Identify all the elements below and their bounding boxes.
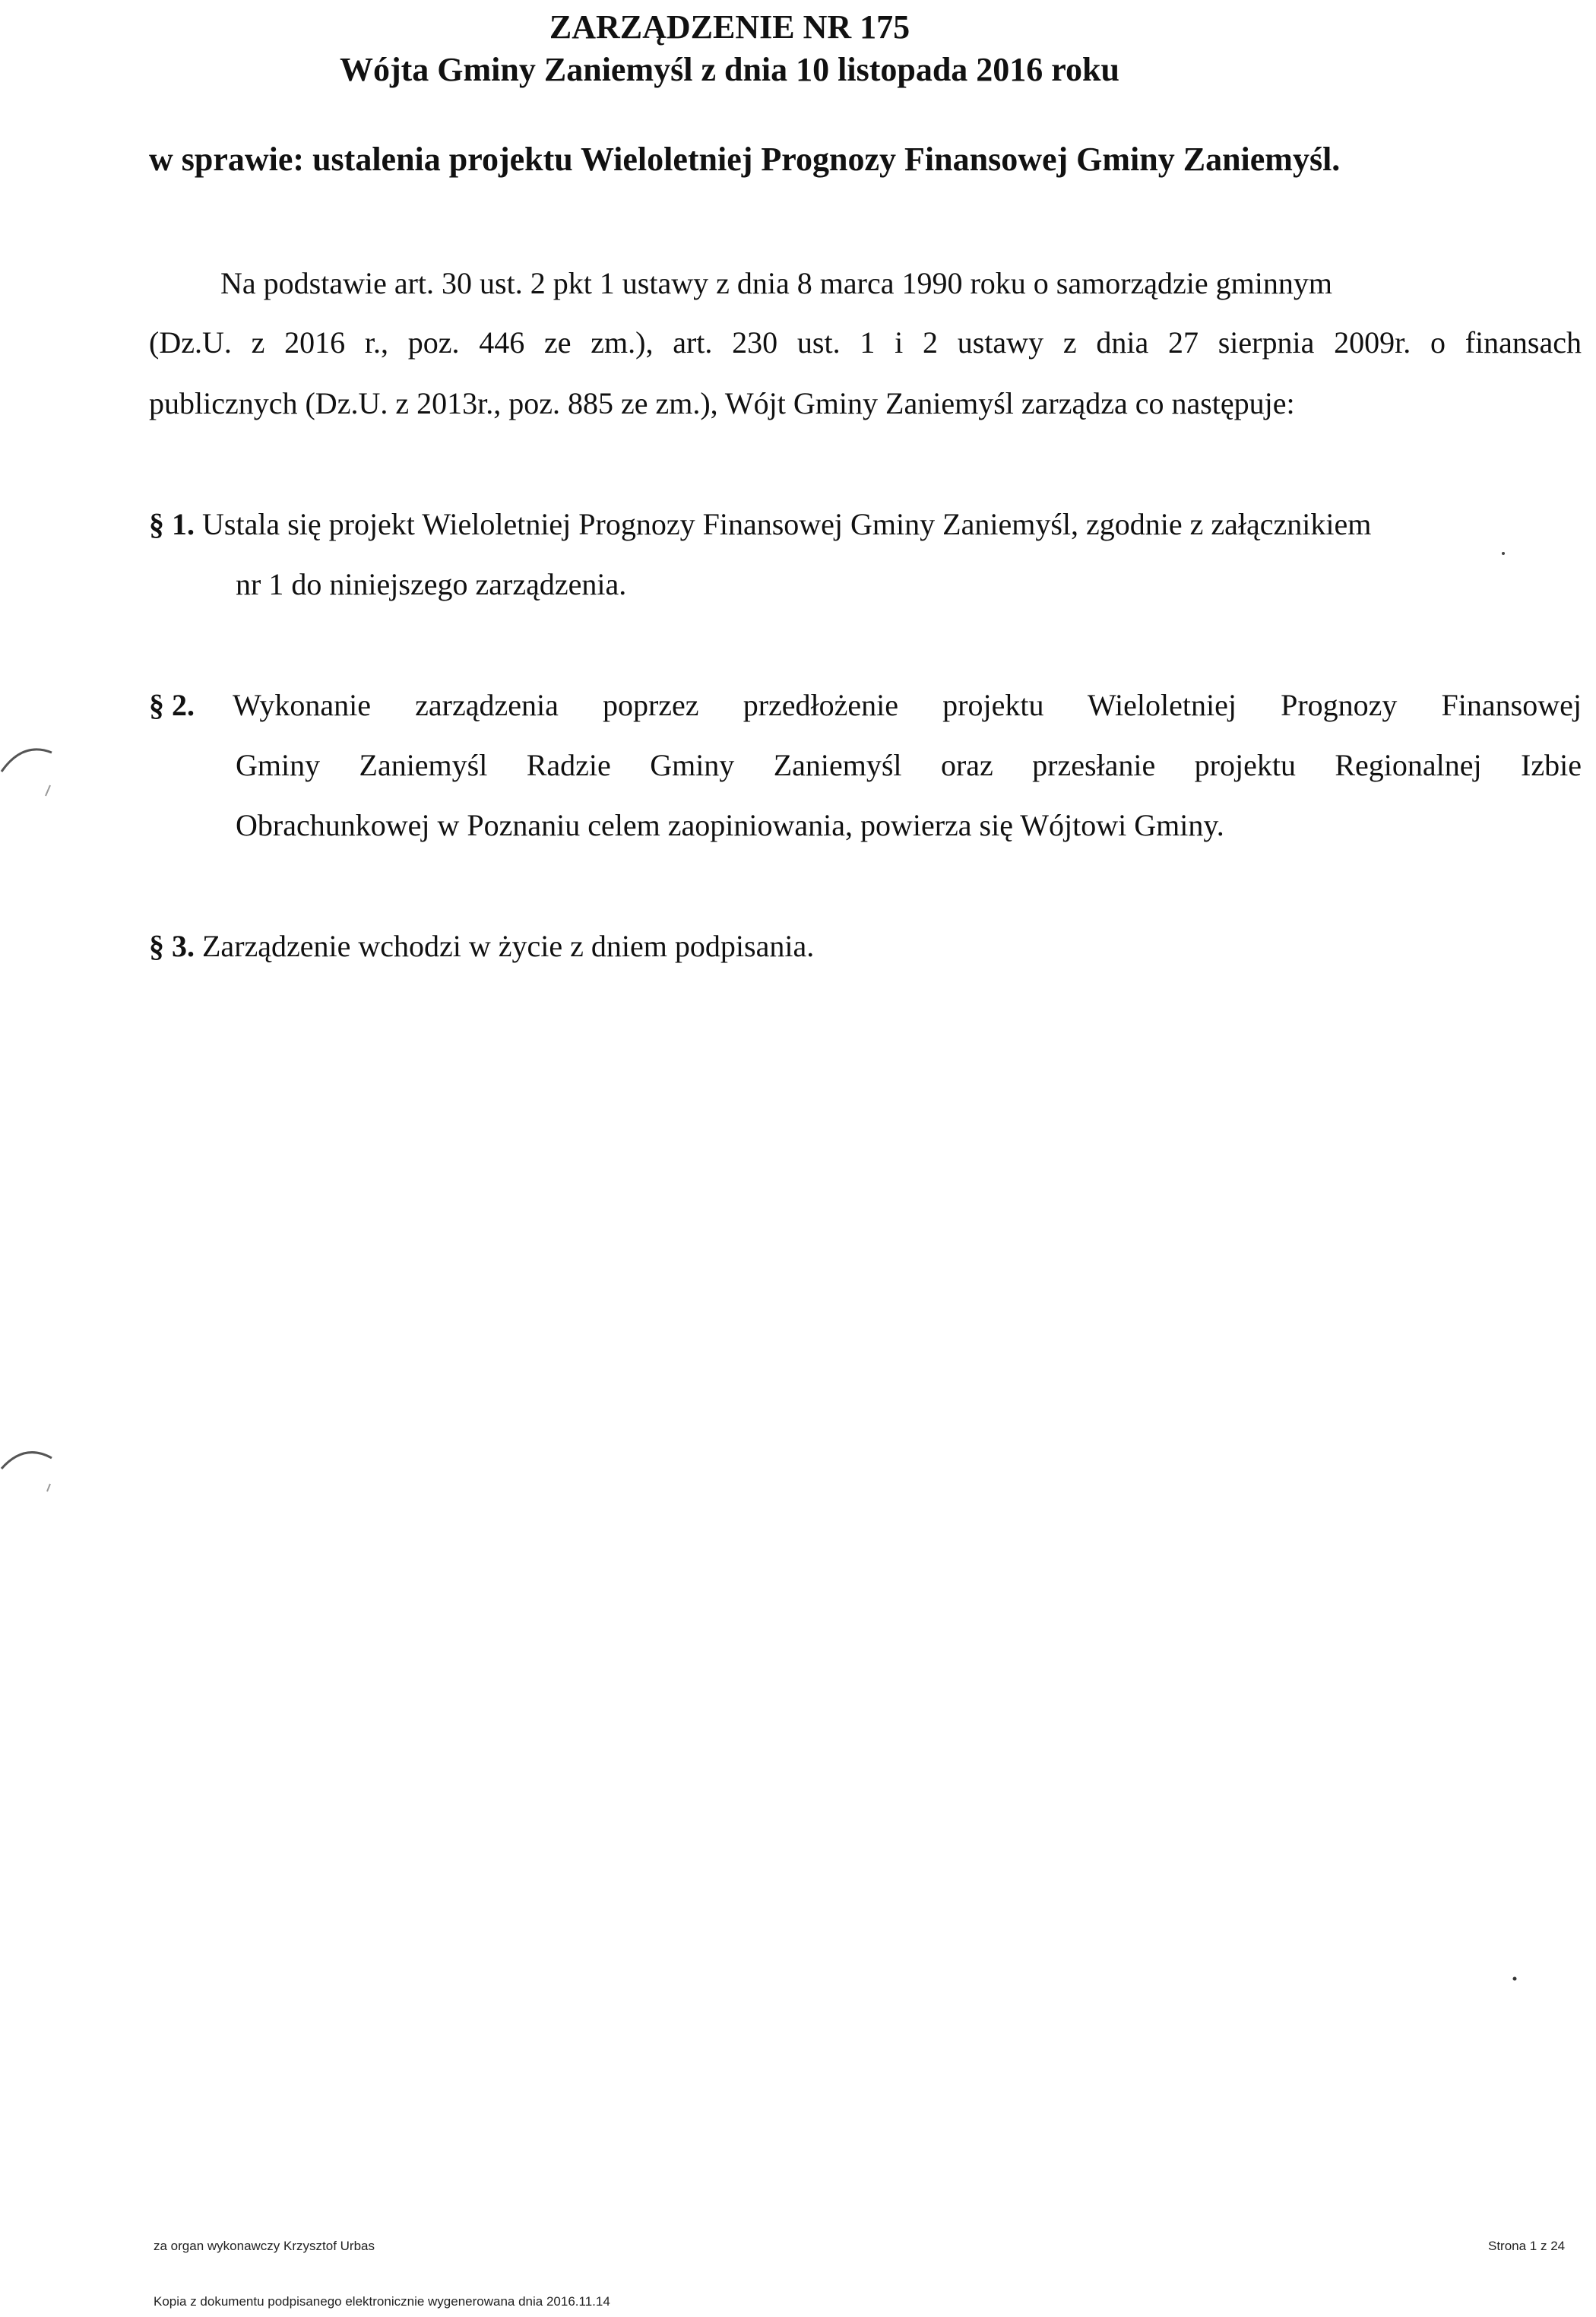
section-1-line-2: nr 1 do niniejszego zarządzenia. xyxy=(236,567,627,601)
section-2-label: § 2. xyxy=(149,688,195,722)
section-1-text: Ustala się projekt Wieloletniej Prognozy Finansowej Gminy Zaniemyśl, zgodnie z załącznikiem xyxy=(202,507,1372,541)
document-subtitle: Wójta Gminy Zaniemyśl z dnia 10 listopada 2016 roku xyxy=(340,51,1119,88)
scan-dot xyxy=(1509,1973,1524,1988)
section-2-line-1 xyxy=(149,686,1582,725)
document-title: ZARZĄDZENIE NR 175 xyxy=(549,8,910,46)
section-3-text: Zarządzenie wchodzi w życie z dniem podpisania. xyxy=(202,929,815,963)
section-3-label: § 3. xyxy=(149,929,195,963)
section-1-label: § 1. xyxy=(149,507,195,541)
punch-hole-mark-upper xyxy=(0,726,61,817)
section-2-line-2: Gminy Zaniemyśl Radzie Gminy Zaniemyśl oraz przesłanie projektu Regionalnej Izbie xyxy=(236,748,1582,782)
section-3-line-1 xyxy=(149,927,814,966)
document-subject: w sprawie: ustalenia projektu Wieloletniej Prognozy Finansowej Gminy Zaniemyśl. xyxy=(149,141,1341,178)
section-1-line-1 xyxy=(149,505,1371,544)
punch-hole-mark-lower xyxy=(0,1437,61,1528)
preamble-line-2: (Dz.U. z 2016 r., poz. 446 ze zm.), art. 230 ust. 1 i 2 ustawy z dnia 27 sierpnia 2009r. o finansach xyxy=(149,325,1582,360)
section-2-text: Wykonanie zarządzenia poprzez przedłożenie projektu Wieloletniej Prognozy Finansowej xyxy=(233,688,1582,722)
section-2-line-3: Obrachunkowej w Poznaniu celem zaopiniowania, powierza się Wójtowi Gminy. xyxy=(236,808,1224,842)
footer-page-number: Strona 1 z 24 xyxy=(1488,2239,1566,2253)
scan-dot xyxy=(1497,547,1512,563)
preamble-line-1: Na podstawie art. 30 ust. 2 pkt 1 ustawy z dnia 8 marca 1990 roku o samorządzie gminnym xyxy=(220,266,1332,300)
footer-signer: za organ wykonawczy Krzysztof Urbas xyxy=(154,2239,375,2253)
footer-copy-note: Kopia z dokumentu podpisanego elektronicznie wygenerowana dnia 2016.11.14 xyxy=(154,2294,610,2309)
preamble-line-3: publicznych (Dz.U. z 2013r., poz. 885 ze zm.), Wójt Gminy Zaniemyśl zarządza co następuje: xyxy=(149,386,1295,420)
